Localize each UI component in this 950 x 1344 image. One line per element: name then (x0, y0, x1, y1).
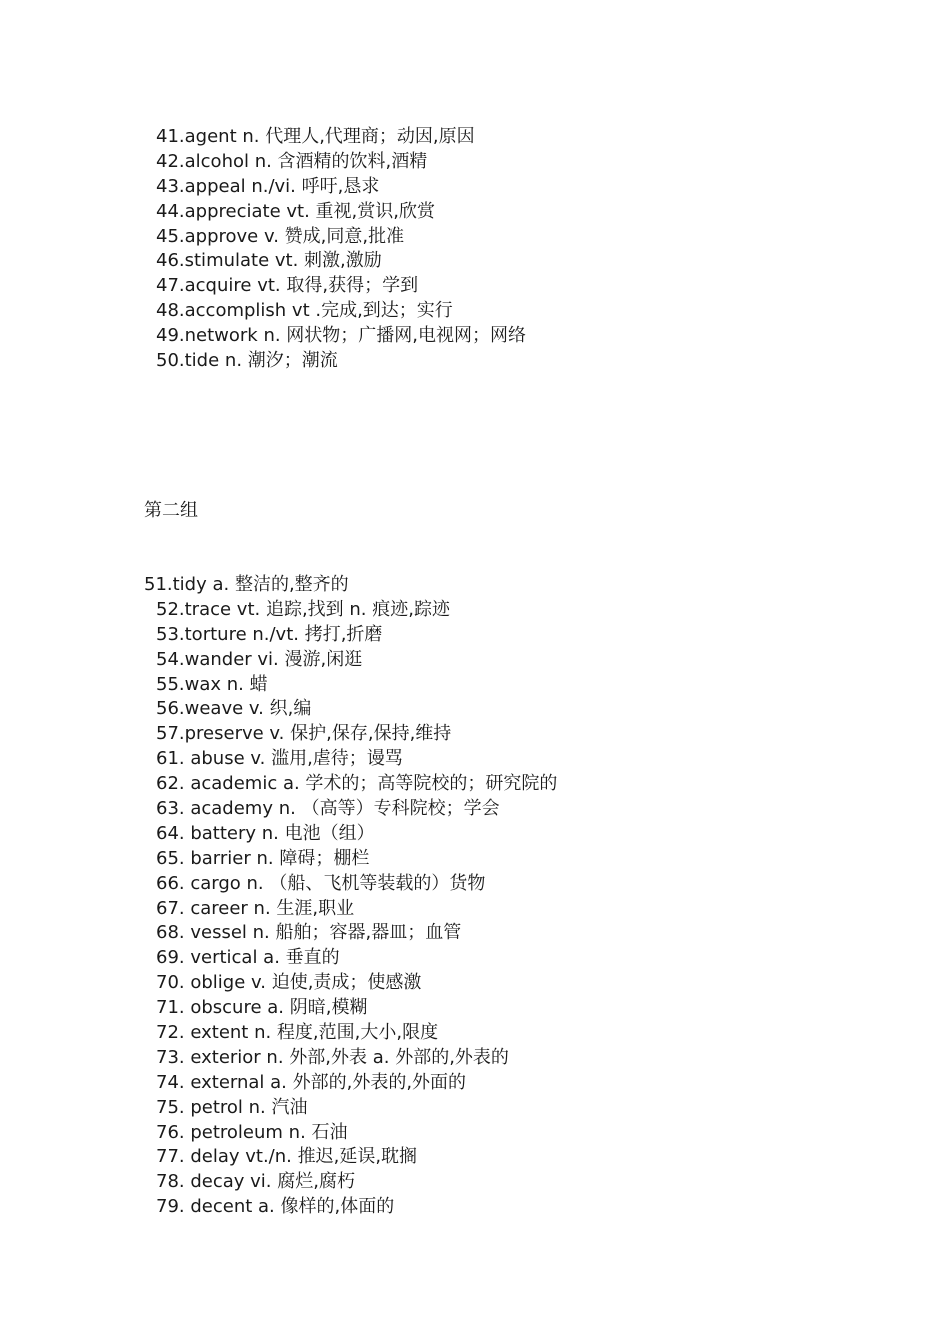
vocab-item: 72. extent n. 程度,范围,大小,限度 (156, 1022, 439, 1044)
vocab-item: 46.stimulate vt. 刺激,激励 (156, 250, 382, 272)
vocab-item: 56.weave v. 织,编 (156, 698, 312, 720)
vocab-list-group-2 (144, 573, 557, 1220)
vocab-item: 48.accomplish vt .完成,到达；实行 (156, 300, 453, 322)
vocab-item: 61. abuse v. 滥用,虐待；谩骂 (156, 748, 403, 770)
vocab-item: 73. exterior n. 外部,外表 a. 外部的,外表的 (156, 1046, 509, 1068)
vocab-item: 77. delay vt./n. 推迟,延误,耽搁 (156, 1146, 418, 1168)
vocab-list-group-1 (144, 125, 526, 374)
vocab-item: 76. petroleum n. 石油 (156, 1121, 348, 1143)
vocab-item: 45.approve v. 赞成,同意,批准 (156, 225, 405, 247)
vocab-item: 63. academy n. （高等）专科院校；学会 (156, 798, 500, 820)
vocab-item: 62. academic a. 学术的；高等院校的；研究院的 (156, 773, 558, 795)
vocab-item: 64. battery n. 电池（组） (156, 822, 375, 844)
vocab-item: 43.appeal n./vi. 呼吁,恳求 (156, 175, 380, 197)
vocab-item: 44.appreciate vt. 重视,赏识,欣赏 (156, 200, 435, 222)
vocab-item: 52.trace vt. 追踪,找到 n. 痕迹,踪迹 (156, 598, 450, 620)
vocab-item: 41.agent n. 代理人,代理商；动因,原因 (156, 126, 475, 147)
vocab-item: 66. cargo n. （船、飞机等装载的）货物 (156, 872, 486, 894)
vocab-item: 70. oblige v. 迫使,责成；使感激 (156, 972, 422, 994)
vocab-item: 67. career n. 生涯,职业 (156, 897, 355, 919)
vocab-item: 51.tidy a. 整洁的,整齐的 (144, 574, 349, 595)
section-heading: 第二组 (144, 500, 198, 521)
vocab-item: 69. vertical a. 垂直的 (156, 947, 340, 969)
vocab-item: 47.acquire vt. 取得,获得；学到 (156, 275, 419, 297)
vocab-item: 53.torture n./vt. 拷打,折磨 (156, 623, 383, 645)
vocab-item: 57.preserve v. 保护,保存,保持,维持 (156, 723, 452, 745)
vocab-item: 55.wax n. 蜡 (156, 673, 268, 695)
vocab-item: 65. barrier n. 障碍；棚栏 (156, 847, 370, 869)
vocab-item: 54.wander vi. 漫游,闲逛 (156, 648, 363, 670)
vocab-item: 42.alcohol n. 含酒精的饮料,酒精 (156, 150, 428, 172)
vocab-item: 79. decent a. 像样的,体面的 (156, 1196, 395, 1218)
vocab-item: 74. external a. 外部的,外表的,外面的 (156, 1071, 467, 1093)
vocab-item: 49.network n. 网状物；广播网,电视网；网络 (156, 325, 527, 347)
vocab-item: 50.tide n. 潮汐；潮流 (156, 350, 338, 372)
vocab-item: 71. obscure a. 阴暗,模糊 (156, 997, 368, 1019)
vocab-item: 75. petrol n. 汽油 (156, 1096, 308, 1118)
vocab-item: 68. vessel n. 船舶；容器,器皿；血管 (156, 922, 462, 944)
vocab-item: 78. decay vi. 腐烂,腐朽 (156, 1171, 355, 1193)
